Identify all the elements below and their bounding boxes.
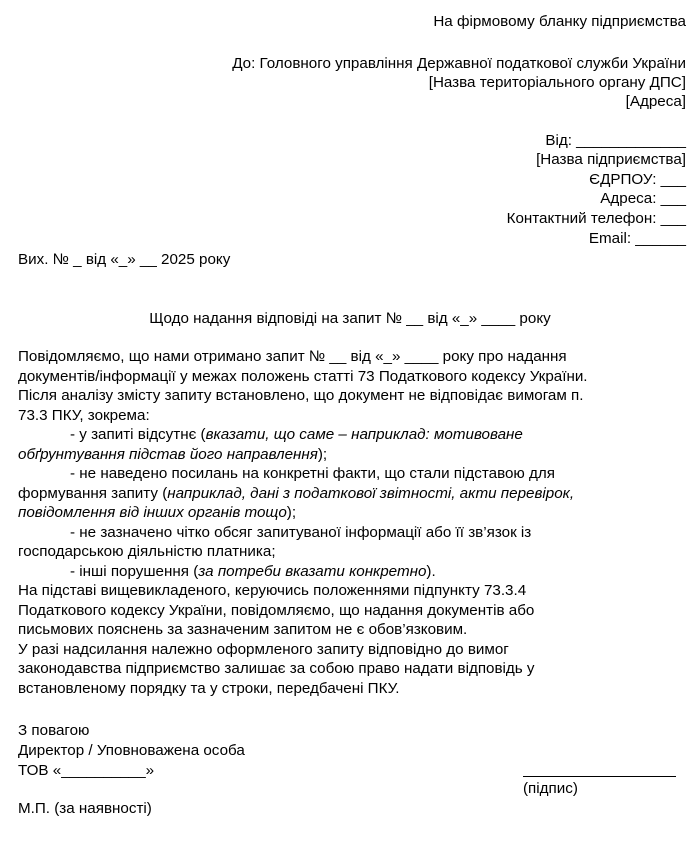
- recipient-line-1: До: Головного управління Державної податкової служби України: [232, 55, 686, 72]
- sender-address: Адреса: ___: [600, 190, 686, 207]
- body-line: 73.3 ПКУ, зокрема:: [18, 406, 150, 424]
- outgoing-number: Вих. № _ від «_» __ 2025 року: [18, 251, 231, 268]
- bullet-italic: наприклад, дані з податкової звітності, акти перевірок,: [167, 484, 575, 502]
- bullet-italic: обґрунтування підстав його направлення: [18, 445, 318, 463]
- bullet-text: ).: [426, 562, 436, 580]
- bullet-1-line-1: [18, 425, 690, 445]
- signature-caption: (підпис): [523, 780, 578, 797]
- bullet-text: - у запиті відсутнє (: [70, 426, 206, 443]
- body-line: Після аналізу змісту запиту встановлено, що документ не відповідає вимогам п.: [18, 387, 584, 404]
- signatory-company: ТОВ «__________»: [18, 762, 155, 779]
- bullet-text: - інші порушення (: [70, 562, 199, 580]
- bullet-text: );: [317, 445, 328, 463]
- bullet-2-line-3: [18, 503, 690, 523]
- bullet-2-line-2: [18, 484, 690, 504]
- body-line: документів/інформації у межах положень статті 73 Податкового кодексу України.: [18, 367, 588, 385]
- bullet-1-line-2: [18, 445, 690, 465]
- recipient-line-3: [Адреса]: [625, 93, 686, 110]
- signatory-position: Директор / Уповноважена особа: [18, 742, 245, 759]
- recipient-line-2: [Назва територіального органу ДПС]: [428, 74, 686, 91]
- sender-from: Від: _____________: [545, 132, 686, 149]
- sender-edrpou: ЄДРПОУ: ___: [589, 171, 686, 188]
- body-line: На підставі вищевикладеного, керуючись положеннями підпункту 73.3.4: [18, 582, 527, 599]
- sender-company: [Назва підприємства]: [536, 151, 686, 168]
- letter-subject: Щодо надання відповіді на запит № __ від «_» ____ року: [149, 310, 551, 327]
- body-line: Повідомляємо, що нами отримано запит № __ від «_» ____ року про надання: [18, 348, 567, 365]
- bullet-italic: повідомлення від інших органів тощо: [18, 504, 287, 521]
- closing-regards: З повагою: [18, 722, 90, 739]
- bullet-3-line-1: - не зазначено чітко обсяг запитуваної інформації або її зв’язок із: [70, 523, 532, 541]
- bullet-text: );: [286, 504, 297, 521]
- sender-phone: Контактний телефон: ___: [506, 210, 686, 227]
- signature-line: [523, 776, 676, 777]
- sender-email: Email: ______: [588, 230, 686, 247]
- body-line: встановленому порядку та у строки, передбачені ПКУ.: [18, 679, 400, 697]
- body-line: У разі надсилання належно оформленого запиту відповідно до вимог: [18, 640, 509, 658]
- stamp-note: М.П. (за наявності): [18, 800, 152, 817]
- bullet-3-line-2: господарською діяльністю платника;: [18, 543, 276, 560]
- bullet-4: [18, 562, 690, 582]
- letter-body: [18, 347, 690, 698]
- bullet-text: формування запиту (: [18, 484, 168, 502]
- body-line: законодавства підприємство залишає за собою право надати відповідь у: [18, 660, 535, 677]
- body-line: Податкового кодексу України, повідомляємо, що надання документів або: [18, 601, 535, 619]
- bullet-italic: вказати, що саме – наприклад: мотивоване: [205, 426, 523, 443]
- letterhead-note: На фірмовому бланку підприємства: [433, 13, 686, 30]
- bullet-italic: за потреби вказати конкретно: [198, 562, 427, 580]
- bullet-2-line-1: - не наведено посилань на конкретні факти, що стали підставою для: [70, 465, 555, 482]
- body-line: письмових пояснень за зазначеним запитом не є обов’язковим.: [18, 621, 468, 638]
